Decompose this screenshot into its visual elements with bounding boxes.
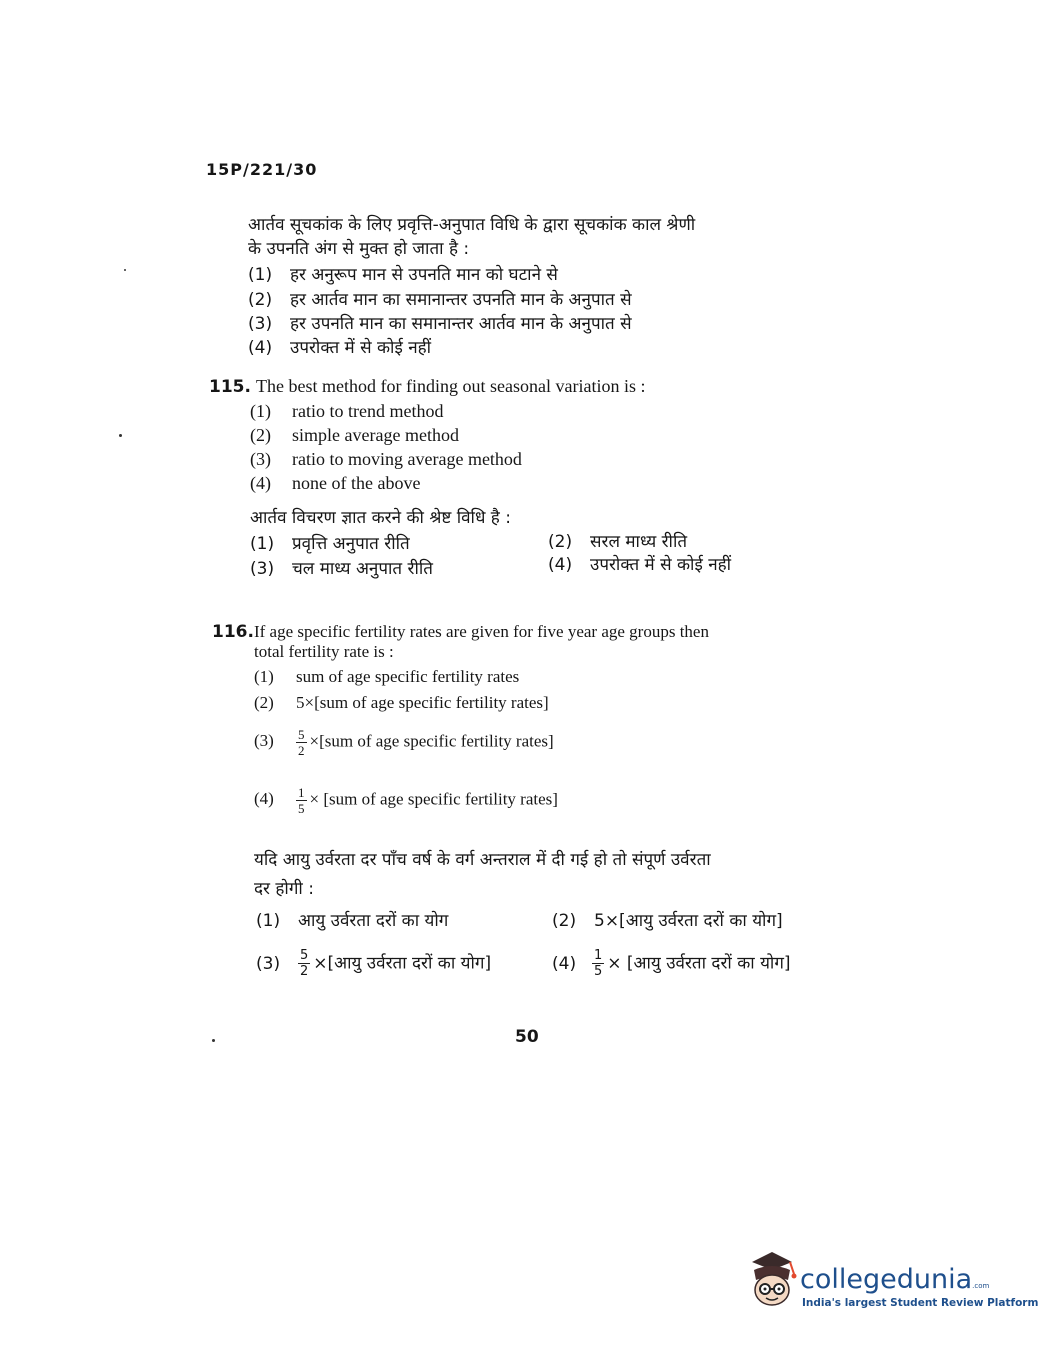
fraction (296, 785, 307, 816)
option-text: 5×[आयु उर्वरता दरों का योग] (594, 911, 783, 931)
option-text: उपरोक्त में से कोई नहीं (590, 555, 732, 575)
option-number: (4) (548, 555, 573, 575)
q116-option-1 (254, 667, 519, 687)
fraction-numerator: 1 (594, 948, 603, 963)
option-text: हर उपनति मान का समानान्तर आर्तव मान के अनुपात से (290, 314, 632, 334)
fraction-numerator: 5 (298, 727, 305, 742)
mascot-icon (742, 1250, 802, 1312)
q115-hindi-option-4 (548, 552, 731, 575)
option-number: (3) (250, 449, 271, 469)
option-number: (3) (254, 731, 274, 751)
question-116-stem (212, 622, 709, 642)
option-number: (3) (256, 953, 281, 974)
scan-speck (119, 434, 122, 437)
option-number: (2) (250, 425, 271, 445)
option-number: (4) (248, 338, 273, 358)
paper-code: 15P/221/30 (206, 160, 318, 179)
q115-hindi-option-1 (250, 531, 410, 554)
option-number: (1) (248, 265, 273, 285)
fraction-denominator: 2 (300, 964, 309, 979)
fraction (296, 727, 307, 758)
brand-domain: .com (972, 1282, 990, 1290)
option-number: (1) (254, 667, 274, 686)
option-text: ×[आयु उर्वरता दरों का योग] (313, 953, 492, 974)
collegedunia-watermark (742, 1250, 1038, 1314)
question-text: The best method for finding out seasonal variation is : (256, 376, 646, 396)
q115-option-2 (250, 425, 459, 446)
question-number: 115. (209, 377, 251, 397)
option-text: प्रवृत्ति अनुपात रीति (292, 534, 410, 554)
prev-question-option-3 (248, 311, 632, 334)
option-number: (3) (250, 559, 275, 579)
fraction (298, 948, 310, 979)
option-number: (2) (248, 290, 273, 310)
option-number: (1) (250, 534, 275, 554)
prev-question-option-4 (248, 335, 431, 358)
q116-stem-hindi-line2: दर होगी : (254, 879, 314, 899)
option-text: × [आयु उर्वरता दरों का योग] (607, 953, 791, 974)
option-text: हर अनुरूप मान से उपनति मान को घटाने से (290, 265, 558, 285)
scan-speck (124, 269, 126, 271)
option-number: (2) (552, 911, 577, 931)
fraction-denominator: 2 (298, 743, 305, 758)
brand-name: collegedunia (800, 1264, 973, 1295)
option-text: simple average method (292, 425, 459, 445)
q115-stem-hindi: आर्तव विचरण ज्ञात करने की श्रेष्ट विधि है : (250, 508, 511, 528)
prev-question-stem-line1: आर्तव सूचकांक के लिए प्रवृत्ति-अनुपात विधि के द्वारा सूचकांक काल श्रेणी (248, 215, 696, 235)
brand-row (800, 1264, 989, 1295)
option-number: (4) (552, 953, 577, 974)
q115-hindi-option-2 (548, 529, 687, 552)
q116-option-4 (254, 785, 558, 816)
question-text: If age specific fertility rates are given for five year age groups then (253, 622, 709, 641)
fraction-denominator: 5 (298, 801, 305, 816)
fraction-denominator: 5 (594, 964, 603, 979)
option-text: ratio to moving average method (292, 449, 522, 469)
question-115-stem (209, 376, 645, 397)
q116-stem-hindi-line1: यदि आयु उर्वरता दर पाँच वर्ष के वर्ग अन्तराल में दी गई हो तो संपूर्ण उर्वरता (254, 850, 711, 870)
q116-hindi-option-3 (256, 948, 491, 979)
fraction-numerator: 5 (300, 948, 309, 963)
option-text: उपरोक्त में से कोई नहीं (290, 338, 432, 358)
fraction (592, 948, 604, 979)
scan-speck (212, 1039, 215, 1042)
option-text: none of the above (292, 473, 421, 493)
fraction-numerator: 1 (298, 785, 305, 800)
option-number: (1) (256, 911, 281, 931)
option-number: (2) (254, 693, 274, 712)
option-text: × [sum of age specific fertility rates] (309, 789, 558, 809)
option-number: (4) (250, 473, 271, 493)
q116-hindi-option-2 (552, 908, 783, 931)
option-number: (2) (548, 532, 573, 552)
option-text: चल माध्य अनुपात रीति (292, 559, 433, 579)
q115-hindi-option-3 (250, 556, 433, 579)
option-text: सरल माध्य रीति (590, 532, 688, 552)
prev-question-stem-line2: के उपनति अंग से मुक्त हो जाता है : (248, 239, 470, 259)
option-text: आयु उर्वरता दरों का योग (298, 911, 449, 931)
question-116-stem-line2: total fertility rate is : (254, 642, 394, 661)
q116-hindi-option-1 (256, 908, 448, 931)
prev-question-option-1 (248, 262, 558, 285)
brand-tagline: India's largest Student Review Platform (802, 1297, 1038, 1309)
q115-option-1 (250, 401, 443, 422)
q115-option-3 (250, 449, 522, 470)
q115-option-4 (250, 473, 420, 494)
option-number: (4) (254, 789, 274, 809)
prev-question-option-2 (248, 287, 632, 310)
option-number: (3) (248, 314, 273, 334)
option-number: (1) (250, 401, 271, 421)
option-text: ×[sum of age specific fertility rates] (309, 731, 554, 751)
option-text: हर आर्तव मान का समानान्तर उपनति मान के अनुपात से (290, 290, 632, 310)
q116-hindi-option-4 (552, 948, 791, 979)
option-text: sum of age specific fertility rates (296, 667, 520, 686)
page-number: 50 (515, 1027, 539, 1047)
q116-option-3 (254, 727, 554, 758)
question-number: 116. (212, 622, 254, 642)
option-text: ratio to trend method (292, 401, 444, 421)
q116-option-2 (254, 693, 549, 713)
option-text: 5×[sum of age specific fertility rates] (296, 693, 549, 712)
